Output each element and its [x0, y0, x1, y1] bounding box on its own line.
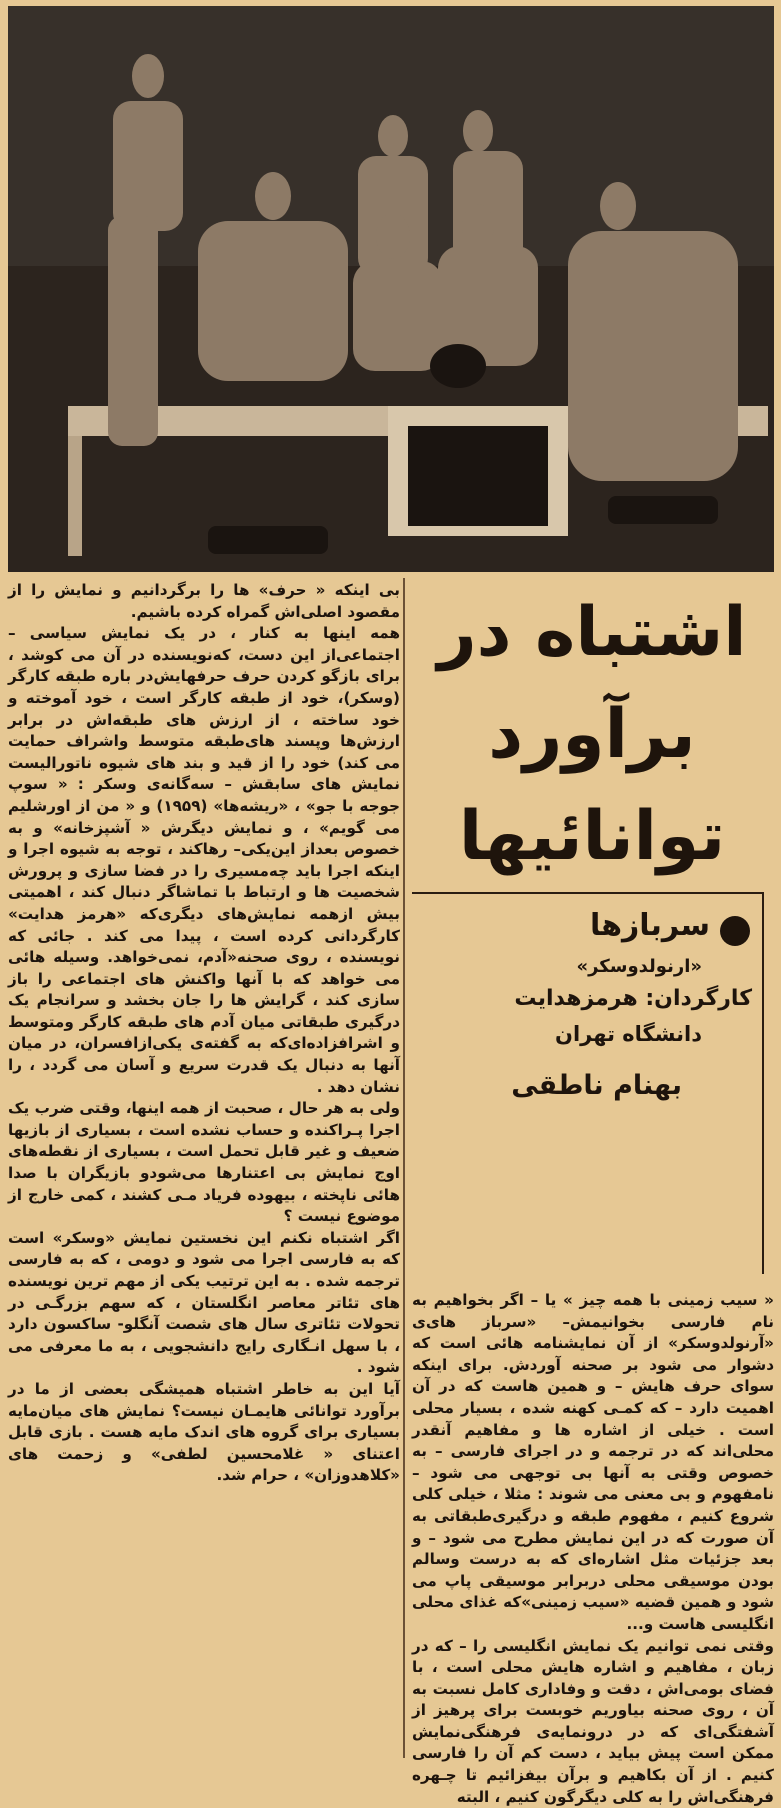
- photo-scene: [8, 6, 774, 572]
- photo-soldiers: [8, 6, 774, 572]
- paragraph: ولی به هر حال ، صحبت از همه اینها، وقتی ضرب یک اجرا پـراکنده و حساب نشده است ، بسیاری از بازیها ضعیف و غیر قابل تحمل است ، بسیاری از نقطه‌های اوج نمایش بی اعتنارها می‌شودو بازیگران با صدا هائی ناپخته ، بیهوده فریاد مـی کشند ، کمی خارج از موضوع نیست ؟: [8, 1098, 400, 1228]
- paragraph: آیا این به خاطر اشتباه همیشگی بعضی از ما در برآورد توانائی هایمـان نیست؟ نمایش های میان‌مایه بسیاری برای گروه های اندک مایه هست . بازی قابل اعتنای « غلامحسین لطفی» و زحمت های «کلاهدوزان» ، حرام شد.: [8, 1379, 400, 1487]
- bullet-icon: [720, 916, 750, 946]
- paragraph: بی اینکه « حرف» ها را برگردانیم و نمایش را از مقصود اصلی‌اش گمراه کرده باشیم.: [8, 580, 400, 623]
- paragraph: وقتی نمی توانیم یک نمایش انگلیسی را – که در زبان ، مفاهیم و اشاره هایش محلی است ، با فضای بومی‌اش ، دقت و وفاداری کامل نسبت به آن ، روی صحنه بیاوریم خوبست برای پرهیز از آشفتگی‌ای که در درونمایه‌ی فرهنگی‌نمایش ممکن است پیش بیاید ، دست کم آن را فارسی کنیم . از آن بکاهیم و برآن بیفزائیم تا چـهره فرهنگی‌اش را به کلی دیگرگون کنیم ، البته: [412, 1636, 774, 1808]
- university-credit: دانشگاه تهران: [555, 1022, 702, 1046]
- headline-line-2: برآورد: [412, 684, 772, 786]
- article-column-right: [412, 1290, 774, 1760]
- byline: بهنام ناطقی: [511, 1070, 682, 1101]
- credits-box: [412, 892, 764, 1274]
- article-column-left: [8, 580, 400, 1760]
- paragraph: « سیب زمینی با همه چیز » یا – اگر بخواهیم به نام فارسی بخوانیمش– «سرباز های‌ی «آرنولدوسکر» از آن نمایشنامه هائی است که دشوار می شود بر صحنه آوردش. برای اینکه سوای حرف هایش – و همین هاست که در آن اهمیت دارد – که کمـی کهنه شده ، بسیار محلی است . خیلی از اشاره ها و مفاهیم آنقدر محلی‌اند که در ترجمه و در اجرای فارسی – به خصوص وقتی به آنها بی توجهی می شود – نامفهوم و بی معنی می شوند : مثلا ، خیلی کلی شروع کنیم ، مفهوم طبقه و درگیری‌طبقاتی به آن صورت که در این نمایش مطرح می شود – و بعد جزئیات مثل اشاره‌ای که به درست وسالم بودن موسیقی محلی دربرابر موسیقی پاپ می شود و همین قضیه «سیب زمینی»که غذای محلی انگلیسی هاست و...: [412, 1290, 774, 1636]
- play-author: «ارنولدوسکر»: [576, 956, 702, 977]
- headline: [412, 582, 772, 888]
- headline-line-3: توانائیها: [412, 786, 772, 888]
- paragraph: اگر اشتباه نکنم این نخستین نمایش «وسکر» است که به فارسی اجرا می شود و دومی ، که به فارسی ترجمه شده . به این ترتیب یکی از مهم ترین نویسنده های تئاتر معاصر انگلستان ، که سهم بزرگـی در تحولات تئاتری سال های شصت آنگلو- ساکسون دارد ، با سهل انـگاری رایج دانشجویی ، به ما معرفی می شود .: [8, 1228, 400, 1379]
- director-credit: کارگردان: هرمزهدایت: [514, 986, 752, 1011]
- column-divider: [403, 578, 405, 1758]
- headline-line-1: اشتباه در: [412, 582, 772, 684]
- play-title: سربازها: [590, 908, 710, 943]
- paragraph: همه اینها به کنار ، در یک نمایش سیاسی – اجتماعی‌از این دست، که‌نویسنده در آن می کوشد ، برای بازگو کردن حرف حرفهایش‌در باره طبقه کارگر (وسکر)، خود از طبقه کارگر است ، خود آموخته و خود ساخته ، از ارزش های طبقه‌اش در برابر ارزش‌ها وپسند های‌طبقه متوسط واشراف حمایت می کند) خود را از قید و بند های شیوه ناتورالیست نمایش های سابقش – سه‌گانه‌ی وسکر : « سوپ جوجه با جو» ، «ریشه‌ها» (۱۹۵۹) و « من از اورشلیم می گویم» ، و نمایش دیگرش « آشپزخانه» و به خصوص بعداز این‌یکی– رهاکند ، توجه به شیوه اجرا و اینکه اجرا باید چه‌مسیری را در فضا سازی و پرورش شخصیت ها و ارتباط با تماشاگر دنبال کند ، اهمیتی بیش ازهمه نمایش‌های دیگری‌که «هرمز هدایت» کارگردانی کرده است ، پیدا می کند . جائی که نویسنده ، روی صحنه«آدم، نمی‌خواهد. وسیله هائی می خواهد که با آنها واکنش های اجتماعی را باز سازی کند ، گرایش ها را جان بخشد و سرانجام یک درگیری طبقاتی میان آدم های طبقه کارگر ومتوسط و اشرافزاده‌ای‌که به گفته‌ی یکی‌ازافسران، در میان آنها به دنبال یک قدرت سریع و آسان می گردد ، را نشان دهد .: [8, 623, 400, 1098]
